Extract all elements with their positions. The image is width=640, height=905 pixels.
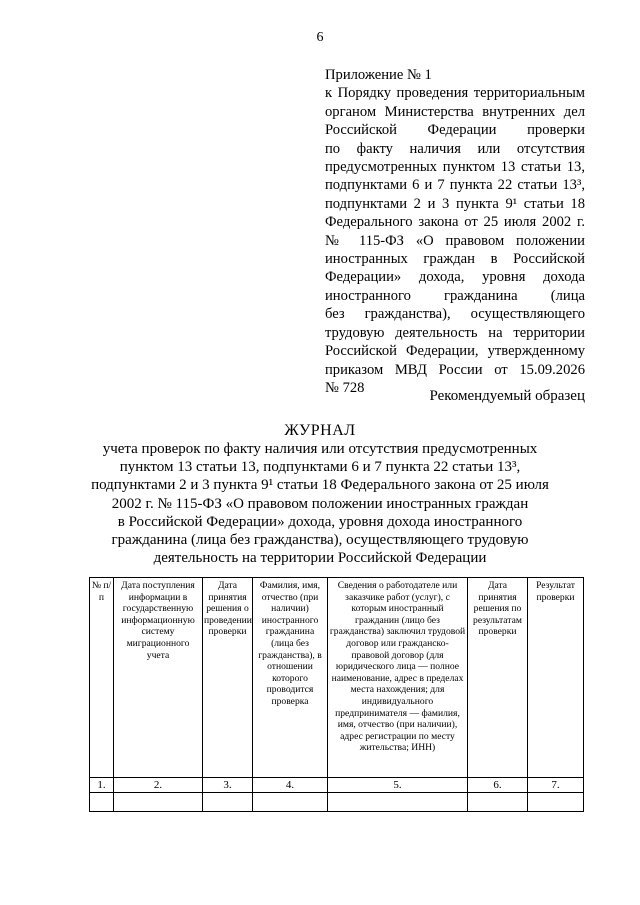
journal-subtitle-line: деятельность на территории Российской Федерации [153, 550, 487, 567]
appendix-line: Федерального закона от 25 июля 2002 г. [325, 214, 585, 231]
appendix-line: трудовую деятельность на территории [325, 324, 585, 341]
table-empty-row [90, 793, 584, 812]
journal-subtitle-line: 2002 г. № 115-ФЗ «О правовом положении иностранных граждан [111, 495, 529, 512]
appendix-line: предусмотренных пунктом 13 статьи 13, [325, 159, 585, 176]
appendix-line: Российской Федерации проверки [325, 122, 585, 139]
journal-title: ЖУРНАЛ [284, 422, 356, 439]
appendix-line: по факту наличия или отсутствия [325, 140, 585, 157]
appendix-line: Федерации» дохода, уровня дохода [325, 269, 585, 286]
journal-subtitle-line: в Российской Федерации» дохода, уровня дохода иностранного [117, 513, 523, 530]
journal-subtitle-line: подпунктами 2 и 3 пункта 9¹ статьи 18 Федерального закона от 25 июля [91, 477, 549, 494]
appendix-line: иностранных граждан в Российской [325, 251, 585, 268]
table-header-row [90, 578, 584, 778]
column-header-3: Дата принятия решения о проведении проверки [203, 578, 253, 778]
appendix-line: № 115-ФЗ «О правовом положении [325, 232, 585, 249]
column-number-5: 5. [328, 778, 468, 793]
journal-table [89, 577, 584, 812]
journal-subtitle-line: учета проверок по факту наличия или отсутствия предусмотренных [102, 441, 538, 457]
column-number-4: 4. [253, 778, 328, 793]
column-number-7: 7. [528, 778, 584, 793]
recommended-sample-label: Рекомендуемый образец [429, 388, 585, 404]
appendix-line: подпунктами 6 и 7 пункта 22 статьи 13³, [325, 177, 585, 194]
table-column-numbers-row [90, 778, 584, 793]
column-header-1: № п/п [90, 578, 114, 778]
column-header-5: Сведения о работодателе или заказчике работ (услуг), с которым иностранный гражданин (лицо без гражданства) заключил трудовой договор или гражданско-правовой договор (для юридического лица — полное наименование, адрес в пределах места нахождения; для индивидуального предпринимателя — фамилия, имя, отчество (при наличии), адрес регистрации по месту жительства; ИНН) [328, 578, 468, 778]
column-header-6: Дата принятия решения по результатам проверки [468, 578, 528, 778]
journal-subtitle-line: гражданина (лица без гражданства), осуществляющего трудовую [111, 532, 529, 549]
appendix-text [325, 84, 585, 379]
journal-subtitle [90, 440, 550, 567]
column-number-3: 3. [203, 778, 253, 793]
page-number: 6 [316, 30, 324, 45]
appendix-order-number: № 728 [325, 379, 365, 396]
column-number-1: 1. [90, 778, 114, 793]
appendix-line: иностранного гражданина (лица [325, 287, 585, 304]
column-header-4: Фамилия, имя, отчество (при наличии) иностранного гражданина (лица без гражданства), в отношении которого проводится проверка [253, 578, 328, 778]
appendix-line: приказом МВД России от 15.09.2026 [325, 361, 585, 378]
journal-subtitle-line: пунктом 13 статьи 13, подпунктами 6 и 7 пункта 22 статьи 13³, [119, 459, 521, 476]
appendix-line: подпунктами 2 и 3 пункта 9¹ статьи 18 [325, 195, 585, 212]
appendix-line: органом Министерства внутренних дел [325, 103, 585, 120]
column-number-6: 6. [468, 778, 528, 793]
appendix-title: Приложение № 1 [325, 67, 432, 83]
appendix-block [325, 66, 585, 397]
appendix-line: Российской Федерации, утвержденному [325, 343, 585, 360]
appendix-line: без гражданства), осуществляющего [325, 306, 585, 323]
column-header-7: Результат проверки [528, 578, 584, 778]
column-header-2: Дата поступления информации в государственную информационную систему миграционного учета [114, 578, 203, 778]
column-number-2: 2. [114, 778, 203, 793]
appendix-line: к Порядку проведения территориальным [325, 85, 585, 102]
